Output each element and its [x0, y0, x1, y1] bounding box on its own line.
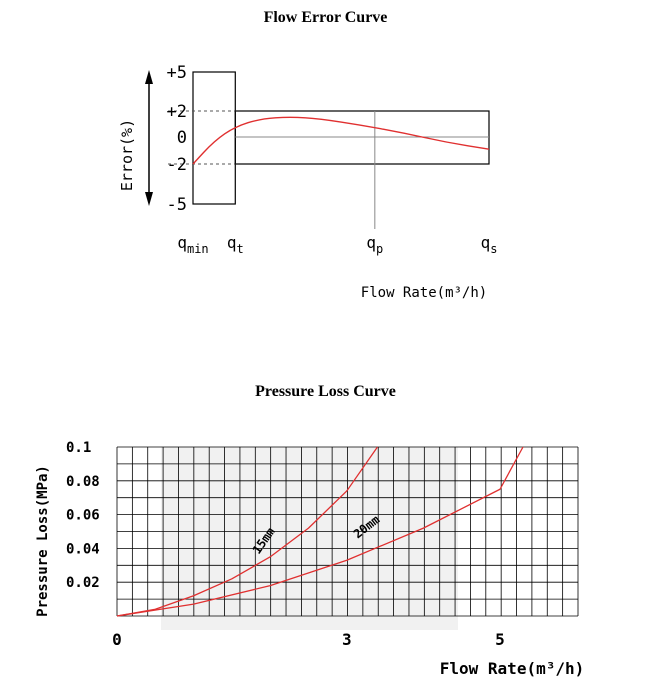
- x-tick-label: 3: [341, 630, 352, 649]
- series-label: 20mm: [350, 512, 383, 542]
- y-tick-label: 0.06: [66, 507, 100, 524]
- x-tick-label: $q_s$: [480, 233, 498, 256]
- flow-error-chart: [118, 63, 497, 301]
- x-tick-label: $q_t$: [226, 233, 244, 256]
- series-label: 15mm: [249, 524, 278, 557]
- y-axis-label: Pressure Loss(MPa): [35, 465, 51, 617]
- x-tick-label: 5: [495, 630, 505, 649]
- y-tick-label: 0.1: [66, 440, 92, 456]
- pressure-loss-chart: [35, 440, 584, 678]
- y-tick-label: +5: [166, 63, 187, 83]
- flow-error-title: Flow Error Curve: [263, 9, 388, 26]
- y-tick-label: 0.02: [66, 575, 100, 592]
- y-tick-label: 0.04: [66, 541, 100, 558]
- error-curve: [193, 117, 489, 164]
- y-tick-label: 0: [176, 128, 187, 148]
- x-tick-label: $q_{min}$: [177, 233, 209, 256]
- y-tick-label: -2: [166, 155, 187, 175]
- y-tick-label: 0.08: [66, 473, 100, 490]
- pressure-loss-title: Pressure Loss Curve: [255, 383, 396, 400]
- x-axis-label: Flow Rate(m³/h): [439, 659, 585, 678]
- x-tick-label: 0: [112, 630, 122, 649]
- plot-shadow-panel: [161, 447, 458, 630]
- x-tick-label: $q_p$: [366, 233, 384, 256]
- tolerance-box-low-flow: [193, 72, 235, 204]
- y-axis-label: Error(%): [118, 118, 136, 192]
- arrow-down-icon: [145, 192, 153, 206]
- x-axis-label: Flow Rate(m³/h): [360, 285, 488, 301]
- y-tick-label: -5: [166, 195, 187, 215]
- arrow-up-icon: [145, 70, 153, 84]
- y-tick-label: +2: [166, 102, 187, 122]
